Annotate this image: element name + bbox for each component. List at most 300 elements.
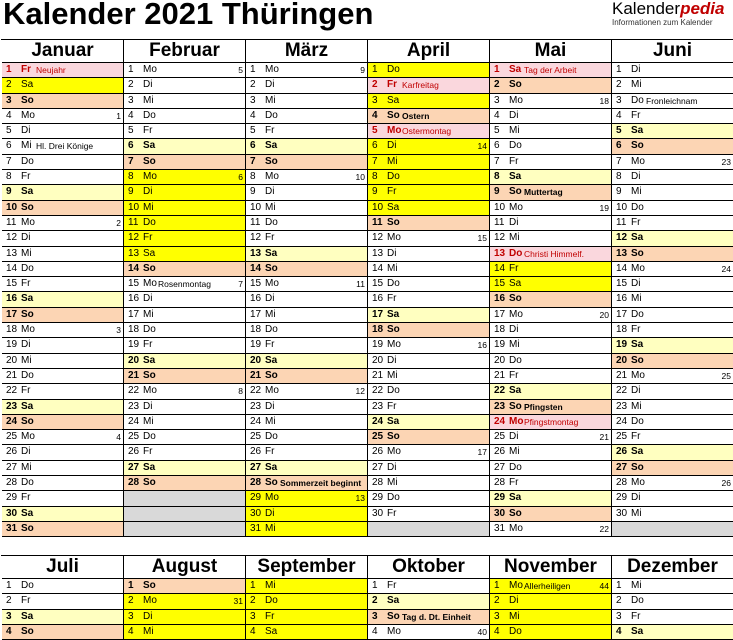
weekday: Mo (509, 308, 523, 320)
day-cell[interactable] (246, 170, 367, 185)
day-cell[interactable] (2, 292, 123, 307)
day-cell[interactable] (612, 155, 733, 170)
day-cell[interactable] (368, 610, 489, 625)
day-cell[interactable] (368, 461, 489, 476)
weekday: Mi (387, 477, 398, 489)
month-header: Februar (124, 40, 245, 63)
day-cell[interactable] (246, 139, 367, 154)
day-cell[interactable] (2, 445, 123, 460)
day-cell[interactable] (612, 185, 733, 200)
day-number: 16 (372, 293, 384, 305)
day-cell[interactable] (124, 338, 245, 353)
day-cell[interactable] (368, 338, 489, 353)
day-cell[interactable] (490, 231, 611, 246)
day-cell[interactable] (368, 594, 489, 609)
weekday: Sa (21, 186, 34, 198)
day-cell[interactable] (2, 231, 123, 246)
day-cell[interactable] (490, 369, 611, 384)
day-cell[interactable] (2, 476, 123, 491)
day-number: 11 (128, 216, 139, 228)
day-cell[interactable] (246, 78, 367, 93)
day-cell[interactable] (490, 63, 611, 78)
day-cell[interactable] (612, 216, 733, 231)
day-cell[interactable] (612, 109, 733, 124)
day-cell[interactable] (368, 491, 489, 506)
day-cell[interactable] (124, 445, 245, 460)
day-cell[interactable] (490, 354, 611, 369)
weekday: So (387, 431, 400, 443)
day-cell[interactable] (246, 491, 367, 506)
day-cell[interactable] (368, 415, 489, 430)
day-cell[interactable] (612, 277, 733, 292)
day-cell[interactable] (490, 155, 611, 170)
day-cell[interactable] (612, 94, 733, 109)
day-number: 31 (6, 522, 18, 534)
holiday-label: Tag der Arbeit (524, 65, 577, 75)
day-cell[interactable] (612, 124, 733, 139)
day-cell[interactable] (612, 579, 733, 594)
day-cell[interactable] (490, 625, 611, 640)
day-cell[interactable] (124, 354, 245, 369)
day-cell[interactable] (612, 292, 733, 307)
day-cell[interactable] (246, 124, 367, 139)
day-cell[interactable] (368, 231, 489, 246)
day-cell[interactable] (124, 155, 245, 170)
day-cell[interactable] (368, 247, 489, 262)
day-cell[interactable] (368, 579, 489, 594)
week-number: 25 (721, 370, 731, 381)
week-number: 12 (355, 386, 365, 397)
weekday: Di (631, 492, 641, 504)
weekday: Sa (509, 385, 522, 397)
day-cell[interactable] (490, 610, 611, 625)
day-number: 4 (250, 625, 256, 637)
day-cell[interactable] (490, 415, 611, 430)
day-cell[interactable] (246, 445, 367, 460)
day-cell[interactable] (368, 292, 489, 307)
day-cell[interactable] (490, 216, 611, 231)
day-cell[interactable] (124, 400, 245, 415)
holiday-label: Sommerzeit beginnt (280, 478, 362, 489)
weekday: Di (265, 507, 275, 519)
day-cell[interactable] (490, 78, 611, 93)
day-number: 2 (372, 595, 378, 607)
day-number: 26 (494, 446, 506, 458)
weekday: Do (21, 155, 34, 167)
day-cell[interactable] (124, 292, 245, 307)
day-cell[interactable] (246, 231, 367, 246)
day-cell[interactable] (612, 308, 733, 323)
month-column (490, 556, 612, 640)
day-cell[interactable] (490, 461, 611, 476)
weekday: Di (387, 461, 397, 473)
weekday: Mi (509, 339, 520, 351)
day-cell[interactable] (2, 247, 123, 262)
day-cell[interactable] (368, 262, 489, 277)
day-cell[interactable] (368, 124, 489, 139)
day-cell[interactable] (2, 507, 123, 522)
day-cell[interactable] (124, 78, 245, 93)
day-cell[interactable] (368, 625, 489, 640)
day-number: 7 (6, 155, 12, 167)
day-cell[interactable] (246, 201, 367, 216)
day-cell[interactable] (612, 491, 733, 506)
day-cell[interactable] (490, 476, 611, 491)
day-cell[interactable] (612, 415, 733, 430)
weekday: Di (21, 446, 31, 458)
day-cell[interactable] (246, 522, 367, 537)
day-cell[interactable] (368, 216, 489, 231)
day-cell[interactable] (612, 231, 733, 246)
day-cell[interactable] (124, 124, 245, 139)
day-cell[interactable] (368, 369, 489, 384)
day-number: 24 (6, 415, 18, 427)
day-cell[interactable] (246, 155, 367, 170)
day-cell[interactable] (612, 354, 733, 369)
day-cell[interactable] (490, 384, 611, 399)
day-number: 10 (616, 201, 628, 213)
logo-brand-text: Kalender (612, 0, 681, 18)
weekday: Mi (387, 155, 398, 167)
day-cell[interactable] (2, 522, 123, 537)
weekday: Do (631, 94, 644, 106)
day-cell[interactable] (124, 594, 245, 609)
weekday: Sa (387, 94, 400, 106)
day-number: 2 (494, 79, 500, 91)
weekday: Do (143, 431, 156, 443)
day-cell[interactable] (2, 201, 123, 216)
day-cell[interactable] (368, 384, 489, 399)
day-cell[interactable] (124, 461, 245, 476)
day-cell[interactable] (490, 170, 611, 185)
day-cell[interactable] (2, 461, 123, 476)
day-cell[interactable] (246, 354, 367, 369)
day-cell[interactable] (490, 124, 611, 139)
day-cell[interactable] (246, 384, 367, 399)
day-cell[interactable] (246, 323, 367, 338)
day-number: 5 (494, 125, 500, 137)
weekday: Mo (143, 385, 157, 397)
day-cell[interactable] (490, 338, 611, 353)
day-cell[interactable] (490, 185, 611, 200)
day-cell[interactable] (612, 369, 733, 384)
day-cell[interactable] (124, 247, 245, 262)
day-cell[interactable] (124, 262, 245, 277)
day-cell[interactable] (368, 170, 489, 185)
day-cell[interactable] (612, 594, 733, 609)
weekday: Sa (631, 625, 644, 637)
day-cell[interactable] (246, 579, 367, 594)
day-cell[interactable] (246, 308, 367, 323)
day-cell[interactable] (612, 625, 733, 640)
week-number: 19 (599, 202, 609, 213)
day-cell[interactable] (2, 170, 123, 185)
day-cell[interactable] (124, 170, 245, 185)
day-cell[interactable] (2, 384, 123, 399)
day-cell-empty (124, 522, 245, 537)
day-cell[interactable] (124, 610, 245, 625)
weekday: Do (387, 385, 400, 397)
day-cell[interactable] (246, 338, 367, 353)
weekday: Mi (631, 293, 642, 305)
weekday: Fr (21, 492, 31, 504)
day-cell[interactable] (2, 369, 123, 384)
day-cell[interactable] (246, 430, 367, 445)
day-cell[interactable] (612, 338, 733, 353)
day-cell[interactable] (124, 109, 245, 124)
day-cell[interactable] (368, 445, 489, 460)
day-cell[interactable] (246, 461, 367, 476)
day-cell[interactable] (2, 185, 123, 200)
weekday: Mo (143, 595, 157, 607)
day-cell[interactable] (368, 308, 489, 323)
day-cell[interactable] (490, 201, 611, 216)
weekday: Sa (631, 339, 644, 351)
day-cell[interactable] (490, 308, 611, 323)
day-cell[interactable] (490, 323, 611, 338)
day-cell[interactable] (2, 579, 123, 594)
day-cell[interactable] (124, 231, 245, 246)
day-cell[interactable] (490, 594, 611, 609)
day-cell[interactable] (368, 94, 489, 109)
day-cell[interactable] (368, 277, 489, 292)
day-cell[interactable] (124, 476, 245, 491)
day-cell[interactable] (612, 400, 733, 415)
day-cell[interactable] (246, 594, 367, 609)
day-cell[interactable] (490, 507, 611, 522)
day-number: 5 (6, 125, 12, 137)
day-cell[interactable] (2, 109, 123, 124)
day-cell[interactable] (2, 338, 123, 353)
day-number: 29 (372, 492, 384, 504)
day-cell[interactable] (246, 400, 367, 415)
day-cell[interactable] (612, 476, 733, 491)
weekday: Di (387, 354, 397, 366)
day-cell[interactable] (2, 216, 123, 231)
day-cell[interactable] (124, 139, 245, 154)
day-cell[interactable] (2, 63, 123, 78)
day-cell[interactable] (2, 323, 123, 338)
day-cell[interactable] (612, 201, 733, 216)
day-cell[interactable] (2, 415, 123, 430)
weekday: Fr (509, 155, 519, 167)
day-cell[interactable] (612, 247, 733, 262)
day-cell[interactable] (246, 610, 367, 625)
month-header: Juli (2, 556, 123, 579)
day-cell[interactable] (490, 262, 611, 277)
weekday: Fr (21, 64, 31, 75)
day-cell-empty (124, 491, 245, 506)
day-cell[interactable] (612, 384, 733, 399)
day-cell[interactable] (246, 216, 367, 231)
day-cell[interactable] (612, 610, 733, 625)
day-number: 17 (372, 308, 384, 320)
week-number: 5 (238, 65, 243, 75)
day-cell[interactable] (246, 292, 367, 307)
day-number: 8 (250, 171, 256, 183)
weekday: Mi (509, 446, 520, 458)
day-number: 8 (616, 171, 622, 183)
weekday: Do (143, 109, 156, 121)
day-cell[interactable] (246, 415, 367, 430)
day-cell[interactable] (124, 369, 245, 384)
weekday: So (387, 216, 400, 228)
weekday: Mi (631, 507, 642, 519)
weekday: Sa (387, 595, 400, 607)
day-number: 22 (616, 385, 628, 397)
day-cell[interactable] (612, 63, 733, 78)
day-number: 17 (616, 308, 628, 320)
day-cell[interactable] (124, 323, 245, 338)
day-number: 1 (6, 64, 12, 75)
weekday: Sa (631, 232, 644, 244)
day-cell[interactable] (246, 63, 367, 78)
weekday: Do (265, 431, 278, 443)
day-cell[interactable] (368, 507, 489, 522)
day-cell[interactable] (124, 384, 245, 399)
day-cell[interactable] (124, 415, 245, 430)
day-number: 9 (6, 186, 12, 198)
day-cell[interactable] (368, 476, 489, 491)
day-cell[interactable] (612, 323, 733, 338)
day-cell[interactable] (612, 262, 733, 277)
day-cell[interactable] (2, 139, 123, 154)
day-cell[interactable] (2, 400, 123, 415)
day-cell[interactable] (368, 400, 489, 415)
weekday: Mi (265, 94, 276, 106)
weekday: Sa (265, 625, 278, 637)
day-cell[interactable] (368, 185, 489, 200)
weekday: Do (387, 278, 400, 290)
weekday: Fr (143, 125, 153, 137)
day-number: 3 (494, 94, 500, 106)
day-cell[interactable] (490, 522, 611, 537)
day-number: 14 (6, 262, 18, 274)
day-cell[interactable] (612, 170, 733, 185)
weekday: So (143, 580, 156, 591)
day-cell[interactable] (490, 445, 611, 460)
day-cell[interactable] (246, 262, 367, 277)
day-cell[interactable] (246, 476, 367, 491)
day-cell[interactable] (124, 185, 245, 200)
day-cell[interactable] (124, 625, 245, 640)
day-cell[interactable] (490, 491, 611, 506)
day-cell[interactable] (612, 461, 733, 476)
day-cell[interactable] (490, 139, 611, 154)
day-cell[interactable] (368, 323, 489, 338)
day-cell[interactable] (368, 139, 489, 154)
weekday: Fr (143, 232, 153, 244)
day-cell[interactable] (246, 247, 367, 262)
day-cell[interactable] (246, 277, 367, 292)
day-number: 28 (616, 477, 628, 489)
day-cell[interactable] (490, 277, 611, 292)
day-cell[interactable] (246, 369, 367, 384)
day-cell[interactable] (368, 201, 489, 216)
day-number: 19 (372, 339, 384, 351)
day-cell[interactable] (124, 308, 245, 323)
weekday: Do (631, 308, 644, 320)
day-number: 30 (372, 507, 384, 519)
day-cell[interactable] (246, 109, 367, 124)
day-cell[interactable] (2, 430, 123, 445)
day-cell[interactable] (2, 94, 123, 109)
day-cell[interactable] (2, 124, 123, 139)
weekday: Mi (387, 369, 398, 381)
day-cell[interactable] (2, 262, 123, 277)
day-number: 1 (372, 64, 378, 75)
day-cell[interactable] (368, 430, 489, 445)
day-number: 6 (250, 140, 256, 152)
day-cell[interactable] (2, 491, 123, 506)
day-cell[interactable] (612, 430, 733, 445)
day-number: 3 (616, 610, 622, 622)
day-number: 3 (616, 94, 622, 106)
weekday: Mo (265, 64, 279, 75)
day-cell[interactable] (612, 139, 733, 154)
day-cell[interactable] (2, 155, 123, 170)
day-cell[interactable] (368, 78, 489, 93)
day-cell[interactable] (490, 94, 611, 109)
day-cell[interactable] (2, 610, 123, 625)
day-cell[interactable] (2, 625, 123, 640)
day-cell[interactable] (124, 277, 245, 292)
month-column (246, 556, 368, 640)
week-number: 15 (477, 233, 487, 244)
day-cell[interactable] (368, 109, 489, 124)
day-cell[interactable] (490, 579, 611, 594)
day-cell[interactable] (2, 354, 123, 369)
day-cell[interactable] (246, 507, 367, 522)
day-cell[interactable] (124, 430, 245, 445)
day-cell[interactable] (246, 94, 367, 109)
day-cell[interactable] (124, 579, 245, 594)
day-cell[interactable] (612, 507, 733, 522)
day-cell[interactable] (612, 78, 733, 93)
day-cell[interactable] (490, 400, 611, 415)
holiday-label: Muttertag (524, 187, 563, 198)
day-cell[interactable] (490, 430, 611, 445)
day-cell[interactable] (490, 292, 611, 307)
day-cell[interactable] (246, 625, 367, 640)
day-cell[interactable] (368, 63, 489, 78)
day-cell[interactable] (246, 185, 367, 200)
day-number: 28 (250, 477, 262, 489)
weekday: So (143, 262, 156, 274)
weekday: Fr (631, 324, 641, 336)
day-cell[interactable] (490, 109, 611, 124)
day-cell[interactable] (612, 445, 733, 460)
month-column (368, 556, 490, 640)
day-cell[interactable] (124, 216, 245, 231)
day-cell[interactable] (368, 155, 489, 170)
day-cell[interactable] (124, 94, 245, 109)
day-cell[interactable] (490, 247, 611, 262)
day-cell[interactable] (2, 594, 123, 609)
day-cell[interactable] (368, 354, 489, 369)
day-cell[interactable] (124, 63, 245, 78)
week-number: 9 (360, 65, 365, 75)
day-number: 14 (250, 262, 262, 274)
day-number: 6 (372, 140, 378, 152)
day-cell[interactable] (124, 201, 245, 216)
day-cell[interactable] (2, 308, 123, 323)
day-cell[interactable] (2, 277, 123, 292)
day-number: 15 (6, 278, 18, 290)
day-number: 16 (128, 293, 140, 305)
weekday: Mi (387, 262, 398, 274)
day-cell[interactable] (2, 78, 123, 93)
